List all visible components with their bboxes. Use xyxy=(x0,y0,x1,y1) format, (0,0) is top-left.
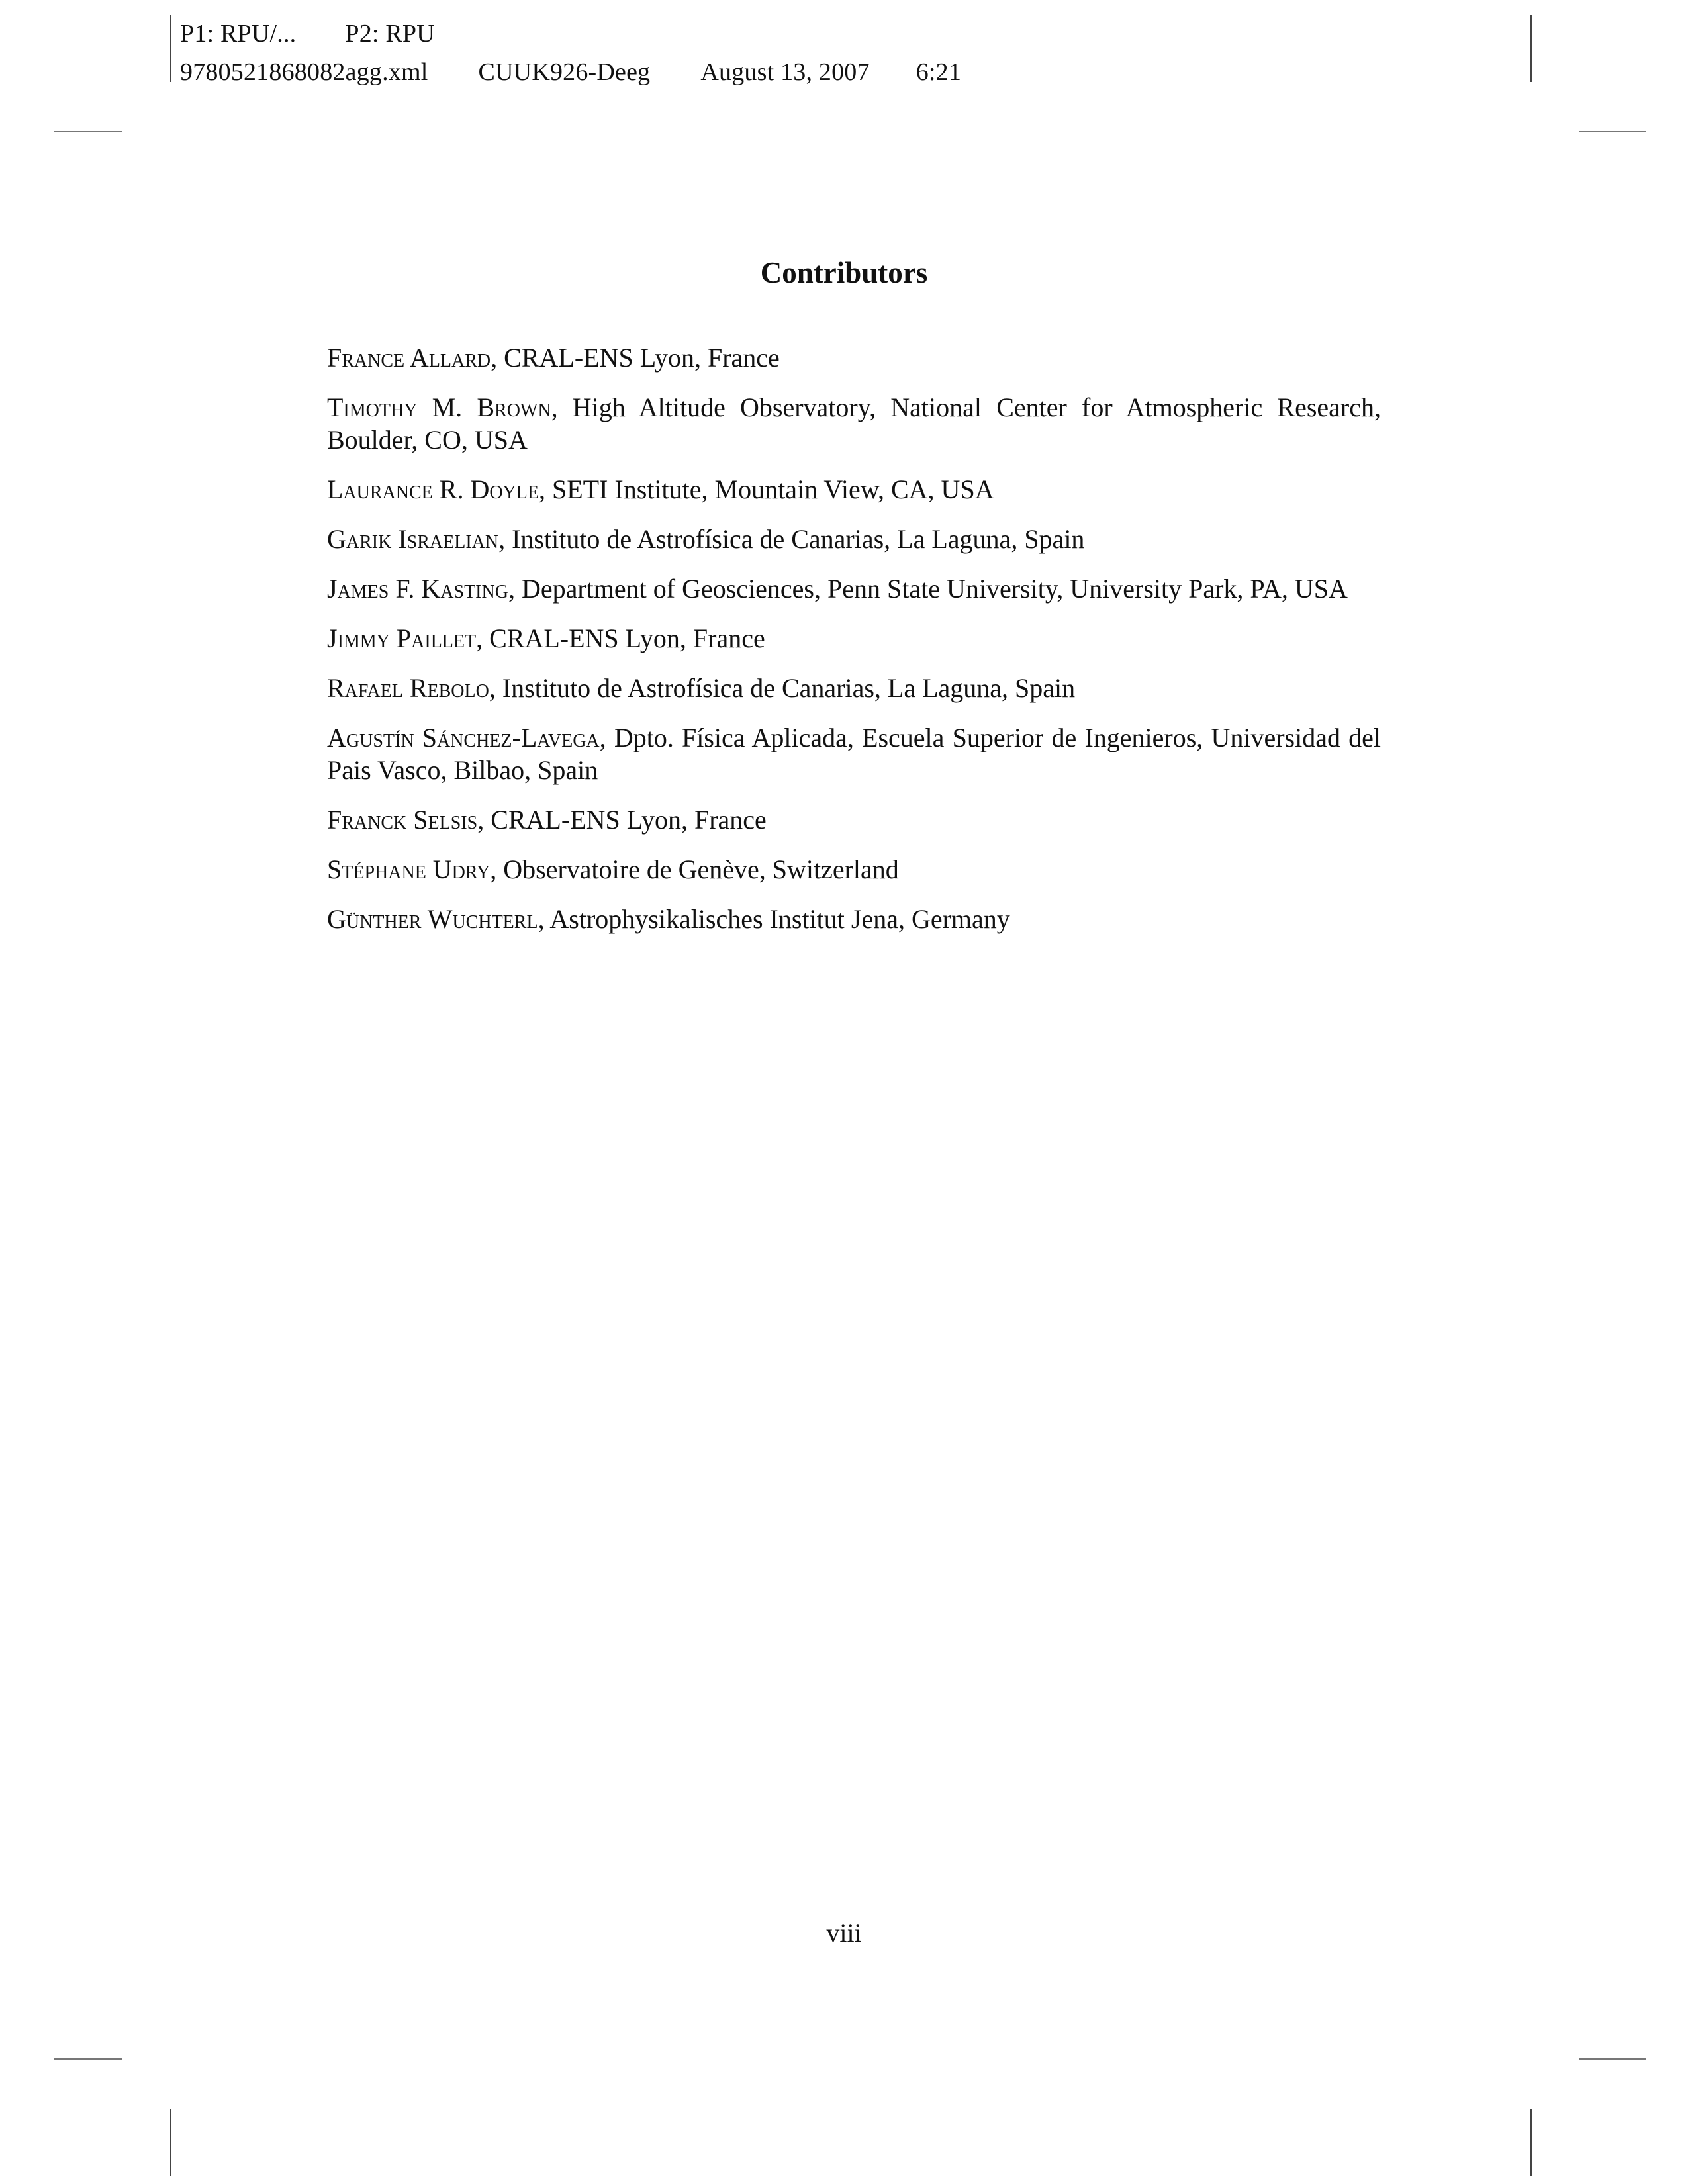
contributor-entry xyxy=(327,803,1381,836)
header-line-1 xyxy=(180,15,961,53)
contributor-name: James F. Kasting xyxy=(327,574,508,604)
contributor-name: Timothy M. Brown xyxy=(327,392,551,422)
crop-mark-bottom-right xyxy=(1530,2109,1532,2176)
header-file: 9780521868082agg.xml xyxy=(180,58,428,86)
header-code: CUUK926-Deeg xyxy=(478,58,651,86)
contributor-entry xyxy=(327,473,1381,506)
contributor-name: Günther Wuchterl xyxy=(327,904,538,934)
contributor-name: Rafael Rebolo xyxy=(327,673,489,703)
header-p1: P1: RPU/... xyxy=(180,20,297,48)
contributor-entry xyxy=(327,721,1381,786)
contributor-name: Stéphane Udry xyxy=(327,854,491,884)
trim-mark-bottom-right xyxy=(1579,2058,1646,2060)
page-number: viii xyxy=(826,1918,862,1948)
header-p2: P2: RPU xyxy=(345,20,435,48)
contributor-affiliation: , Instituto de Astrofísica de Canarias, La Laguna, Spain xyxy=(489,673,1076,703)
contributor-name: France Allard xyxy=(327,343,491,373)
contributor-name: Laurance R. Doyle xyxy=(327,475,539,504)
contributor-name: Garik Israelian xyxy=(327,524,499,554)
contributor-affiliation: , SETI Institute, Mountain View, CA, USA xyxy=(539,475,994,504)
contributor-list xyxy=(327,341,1381,952)
contributor-name: Agustín Sánchez-Lavega xyxy=(327,723,600,752)
running-header xyxy=(180,15,961,91)
contributor-affiliation: , Department of Geosciences, Penn State University, University Park, PA, USA xyxy=(508,574,1348,604)
contributor-entry xyxy=(327,523,1381,555)
contributor-entry xyxy=(327,903,1381,935)
contributor-entry xyxy=(327,572,1381,605)
contributor-name: Franck Selsis xyxy=(327,805,478,835)
contributor-affiliation: , Dpto. Física Aplicada, Escuela Superior de Ingenieros, Universidad del Pais Vasco, Bilbao, Spain xyxy=(327,723,1381,785)
trim-mark-top-left xyxy=(54,131,122,132)
contributor-entry xyxy=(327,622,1381,655)
contributor-affiliation: , Astrophysikalisches Institut Jena, Germany xyxy=(538,904,1010,934)
contributor-name: Jimmy Paillet xyxy=(327,623,477,653)
header-date: August 13, 2007 xyxy=(700,58,870,86)
page-title: Contributors xyxy=(760,256,928,289)
contributor-affiliation: , Instituto de Astrofísica de Canarias, La Laguna, Spain xyxy=(498,524,1085,554)
header-time: 6:21 xyxy=(915,58,962,86)
trim-mark-top-right xyxy=(1579,131,1646,132)
crop-mark-top-right xyxy=(1530,15,1532,82)
contributor-entry xyxy=(327,341,1381,374)
contributor-affiliation: , Observatoire de Genève, Switzerland xyxy=(490,854,899,884)
crop-mark-bottom-left xyxy=(170,2109,171,2176)
contributor-entry xyxy=(327,672,1381,704)
contributor-entry xyxy=(327,853,1381,886)
contributor-affiliation: , CRAL-ENS Lyon, France xyxy=(476,623,765,653)
trim-mark-bottom-left xyxy=(54,2058,122,2060)
contributor-affiliation: , CRAL-ENS Lyon, France xyxy=(491,343,780,373)
header-line-2 xyxy=(180,53,961,91)
contributor-entry xyxy=(327,391,1381,456)
contributor-affiliation: , High Altitude Observatory, National Center for Atmospheric Research, Boulder, CO, USA xyxy=(327,392,1381,455)
crop-mark-top-left xyxy=(170,15,171,82)
contributor-affiliation: , CRAL-ENS Lyon, France xyxy=(477,805,767,835)
